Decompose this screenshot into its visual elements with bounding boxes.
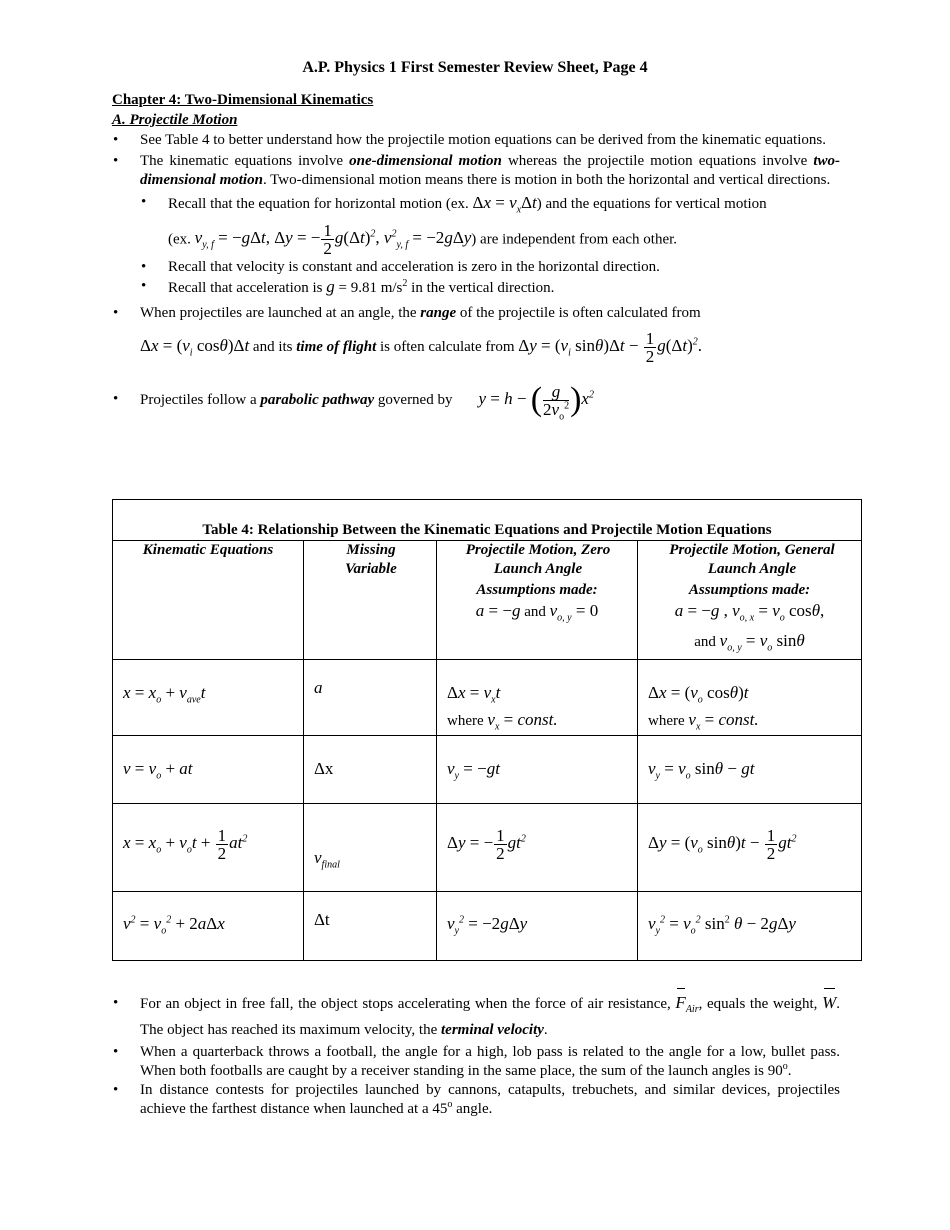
bullet-text: Projectiles follow a	[140, 392, 261, 408]
assumptions-general-2: and $v_{o, y} = v_o$ sinθ	[694, 631, 805, 654]
chapter-heading: Chapter 4: Two-Dimensional Kinematics	[112, 92, 374, 108]
table-caption: Table 4: Relationship Between the Kinematic Equations and Projectile Motion Equations	[202, 522, 772, 538]
assumptions-general-label: Assumptions made:	[688, 582, 811, 598]
bullet-list-free-fall	[112, 990, 840, 1119]
zero-eq-1: $\Delta x = v_xt$	[447, 683, 501, 706]
header-kinematic-equations: Kinematic Equations	[142, 542, 274, 558]
bullet-distance-contest: • In distance contests for projectiles launched by cannons, catapults, trebuchets, and similar devices, projectiles achieve the farthest distance when launched at a 45$^o$ angle.	[112, 1081, 840, 1119]
vector-weight: W	[822, 990, 836, 1016]
zero-eq-1-where: where $v_x$ = const.	[447, 710, 558, 733]
emphasis-time-of-flight: time of flight	[296, 339, 377, 355]
subbullet-text: = 9.81 m/s	[334, 280, 403, 296]
zero-eq-3: Δy = − $\frac{1}{2}$ $gt^2$	[447, 825, 526, 863]
zero-eq-2: $v_y = -gt$	[447, 759, 500, 782]
kin-eq-4: $v^2 = v_o^2 + 2a\Delta x$	[123, 914, 225, 937]
bullet-text: angle.	[452, 1101, 493, 1117]
missing-var-sub: final	[321, 859, 340, 871]
assumptions-zero: a = −g and $v_{o, y} = 0$	[475, 601, 599, 624]
where-word: where	[648, 713, 685, 729]
general-eq-1: $\Delta x = (v_o$ cosθ)t	[648, 683, 749, 706]
kin-eq-3: $x = x_o + v_ot$ + $\frac{1}{2}$ $at^2$	[123, 825, 248, 863]
general-eq-3: $\Delta y = (v_o$ sinθ)t − $\frac{1}{2}$ $gt^2$	[648, 825, 797, 863]
emphasis-one-dimensional: one-dimensional motion	[349, 153, 502, 169]
bullet-list-intro	[112, 131, 840, 421]
equations-vertical-line	[168, 221, 840, 258]
missing-var-3	[314, 848, 340, 871]
subbullet-text: in the vertical direction.	[407, 280, 555, 296]
and-word: and	[524, 604, 546, 620]
bullet-quarterback: • When a quarterback throws a football, the angle for a high, lob pass is related to the angle for a low, bullet pass. When both footballs are caught by a receiver standing in the same place, the sum of the launch angles is 90$^o$.	[112, 1043, 840, 1081]
table-kinematics-projectile	[112, 499, 862, 961]
bullet-text: In distance contests for projectiles launched by cannons, catapults, trebuchets, and similar devices, projectiles achieve the farthest distance when launched at a 45	[140, 1082, 840, 1117]
bullet-text: is often calculate from	[376, 339, 519, 355]
equation-range: $\Delta x = (v_i$ cosθ)Δt	[140, 336, 250, 359]
bullet-text: governed by	[374, 392, 453, 408]
missing-var-4: Δt	[314, 910, 330, 929]
emphasis-two-dimensional: two-dimensional motion	[140, 153, 840, 188]
header-zero-launch-angle: Projectile Motion, Zero Launch Angle	[465, 542, 611, 577]
assumptions-general: a = −g , $v_{o, x} = v_o$ cosθ,	[674, 601, 825, 624]
bullet-terminal-velocity: • For an object in free fall, the object stops accelerating when the force of air resistance, $F_{Air}$, equals the weight, W. The object has reached its maximum velocity, the terminal velocity.	[112, 990, 840, 1043]
header-general-launch-angle: Projectile Motion, General Launch Angle	[669, 542, 835, 577]
f-air-subscript: Air	[685, 1004, 699, 1015]
general-eq-4: $v_y^2 = v_o^2$ $\sin^2 \theta - 2g\Delta y$	[648, 914, 796, 937]
vector-f-air: F	[675, 990, 685, 1016]
header-missing-variable: Missing Variable	[345, 542, 397, 577]
bullet-text: , equals the weight,	[698, 996, 823, 1012]
missing-var-v: v	[314, 848, 322, 867]
subbullet-text: ) and the equations for vertical motion	[536, 196, 767, 212]
bullet-text: The kinematic equations involve	[140, 153, 350, 169]
subbullet-text: (ex.	[168, 231, 195, 248]
missing-var-1: a	[314, 678, 323, 697]
subbullet-text: Recall that the equation for horizontal motion (ex.	[168, 196, 473, 212]
and-word: and	[694, 634, 716, 650]
bullet-text: whereas the projectile motion equations involve	[501, 153, 814, 169]
missing-var-2: Δx	[314, 759, 334, 778]
page-title: A.P. Physics 1 First Semester Review Sheet, Page 4	[302, 59, 648, 76]
bullet-text: of the projectile is often calculated from	[456, 305, 701, 321]
bullet-parabolic-pathway	[112, 377, 840, 421]
subbullet-text: ) are independent from each other.	[471, 231, 678, 248]
kin-eq-1: $x = x_o + v_{ave}t$	[123, 683, 206, 706]
bullet-text: For an object in free fall, the object stops accelerating when the force of air resistance,	[140, 996, 676, 1012]
zero-eq-4: $v_y^2 = -2g\Delta y$	[447, 914, 528, 937]
bullet-text: and its	[249, 339, 297, 355]
subbullet-independent-equations	[112, 193, 840, 258]
assumptions-zero-label: Assumptions made:	[476, 582, 598, 598]
bullet-text: . The object has reached its maximum velocity, the	[140, 996, 840, 1038]
equation-time-of-flight: $\Delta y = (v_i$ sinθ)Δt − $\frac{1}{2}$ $g(\Delta t)^2$.	[518, 328, 702, 366]
bullet-text: . Two-dimensional motion means there is motion in both the horizontal and vertical directions.	[262, 172, 831, 188]
range-equation-line	[140, 328, 840, 366]
equation-horizontal: $\Delta x = v_x\Delta t$	[472, 193, 537, 216]
subbullet-horizontal-constant	[112, 258, 840, 277]
general-eq-1-where: where $v_x$ = const.	[648, 710, 759, 733]
where-word: where	[447, 713, 484, 729]
equation-parabola: y = h − ( $\frac{g}{2v_o^2}$ )$x^2$	[478, 381, 594, 422]
section-heading: A. Projectile Motion	[112, 112, 238, 128]
equation-vertical-set: $v_{y, f} = -g\Delta t$, Δy = − $\frac{1}{2}$ $g(\Delta t)^2$, $v^2_{y, f} = -2g\Delta y$	[194, 221, 472, 258]
general-eq-2: $v_y = v_o$ sinθ − gt	[648, 759, 755, 782]
kin-eq-2: $v = v_o$ + at	[123, 759, 193, 782]
emphasis-parabolic-pathway: parabolic pathway	[260, 392, 375, 408]
bullet-dimensional-motion	[112, 152, 840, 190]
emphasis-range: range	[420, 305, 457, 321]
bullet-text: When a quarterback throws a football, the angle for a high, lob pass is related to the angle for a low, bullet pass. When both footballs are caught by a receiver standing in the same place, the sum of the launch angles is 90	[140, 1044, 840, 1079]
emphasis-terminal-velocity: terminal velocity	[441, 1022, 544, 1038]
subbullet-text: Recall that velocity is constant and acceleration is zero in the horizontal direction.	[168, 259, 660, 275]
bullet-text: See Table 4 to better understand how the projectile motion equations can be derived from the kinematic equations.	[140, 132, 826, 148]
subbullet-text: Recall that acceleration is	[168, 280, 327, 296]
bullet-table-reference	[112, 131, 840, 150]
subbullet-acceleration: • Recall that acceleration is g = 9.81 $m/s^2$ in the vertical direction.	[112, 277, 840, 298]
const-word: const.	[517, 710, 558, 729]
const-word: const.	[718, 710, 759, 729]
bullet-text: When projectiles are launched at an angle, the	[140, 305, 421, 321]
bullet-range-time-of-flight	[112, 304, 840, 366]
